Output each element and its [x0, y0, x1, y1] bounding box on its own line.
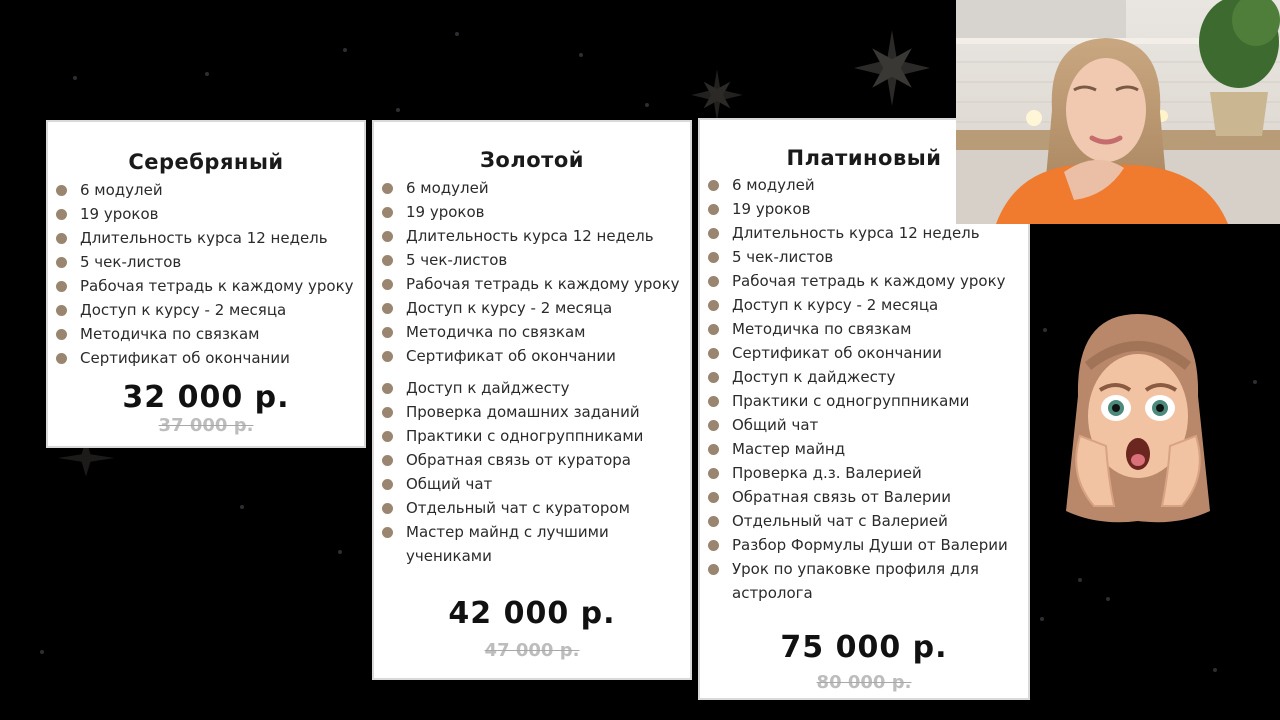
- plan-card-silver: [46, 120, 366, 448]
- feature-item: 5 чек-листов: [374, 248, 690, 272]
- feature-item: Рабочая тетрадь к каждому уроку: [700, 269, 1028, 293]
- bullet-dot-icon: [382, 231, 393, 242]
- feature-list: [700, 173, 1028, 605]
- bullet-dot-icon: [708, 396, 719, 407]
- feature-item: Методичка по связкам: [374, 320, 690, 344]
- plan-price: 32 000 р.: [122, 380, 290, 415]
- bullet-dot-icon: [708, 540, 719, 551]
- feature-item: Практики с одногруппниками: [700, 389, 1028, 413]
- bullet-dot-icon: [708, 252, 719, 263]
- feature-item: Рабочая тетрадь к каждому уроку: [48, 274, 364, 298]
- feature-list: [374, 176, 690, 568]
- bullet-dot-icon: [708, 180, 719, 191]
- background-star-dot: [1078, 578, 1082, 582]
- bullet-dot-icon: [708, 492, 719, 503]
- bullet-dot-icon: [382, 279, 393, 290]
- feature-item: 19 уроков: [700, 197, 1028, 221]
- background-star-dot: [579, 53, 583, 57]
- feature-item: Методичка по связкам: [700, 317, 1028, 341]
- feature-item: 5 чек-листов: [48, 250, 364, 274]
- feature-item: Общий чат: [700, 413, 1028, 437]
- bullet-dot-icon: [382, 431, 393, 442]
- feature-item: Мастер майнд: [700, 437, 1028, 461]
- plan-old-price: 37 000 р.: [158, 415, 254, 436]
- feature-item: Урок по упаковке профиля для астролога: [700, 557, 1028, 605]
- plan-card-gold: [372, 120, 692, 680]
- bullet-dot-icon: [708, 228, 719, 239]
- plan-price: 42 000 р.: [448, 596, 616, 631]
- background-star-dot: [73, 76, 77, 80]
- bullet-dot-icon: [708, 372, 719, 383]
- bullet-dot-icon: [56, 185, 67, 196]
- feature-item: 19 уроков: [374, 200, 690, 224]
- bullet-dot-icon: [56, 281, 67, 292]
- background-star-dot: [1213, 668, 1217, 672]
- background-star-dot: [205, 72, 209, 76]
- feature-item: 6 модулей: [374, 176, 690, 200]
- plan-old-price: 80 000 р.: [816, 672, 912, 693]
- bullet-dot-icon: [56, 209, 67, 220]
- background-star-dot: [455, 32, 459, 36]
- bullet-dot-icon: [56, 353, 67, 364]
- bullet-dot-icon: [708, 564, 719, 575]
- webcam-picture: [956, 0, 1280, 224]
- bullet-dot-icon: [708, 204, 719, 215]
- feature-item: Отдельный чат с Валерией: [700, 509, 1028, 533]
- feature-item: 6 модулей: [700, 173, 1028, 197]
- plan-price: 75 000 р.: [780, 630, 948, 665]
- feature-item: Доступ к курсу - 2 месяца: [48, 298, 364, 322]
- bullet-dot-icon: [708, 468, 719, 479]
- bullet-dot-icon: [56, 305, 67, 316]
- surprised-memoji-icon: [1058, 306, 1218, 526]
- bullet-dot-icon: [56, 233, 67, 244]
- background-star-dot: [396, 108, 400, 112]
- bullet-dot-icon: [382, 327, 393, 338]
- bullet-dot-icon: [382, 527, 393, 538]
- bullet-dot-icon: [708, 420, 719, 431]
- webcam-video-inset: [956, 0, 1280, 224]
- sparkle-star-icon: [690, 68, 744, 122]
- background-star-dot: [338, 550, 342, 554]
- feature-item: Доступ к курсу - 2 месяца: [700, 293, 1028, 317]
- bullet-dot-icon: [56, 329, 67, 340]
- feature-item: Рабочая тетрадь к каждому уроку: [374, 272, 690, 296]
- feature-item: 5 чек-листов: [700, 245, 1028, 269]
- feature-item: Практики с одногруппниками: [374, 424, 690, 448]
- background-star-dot: [240, 505, 244, 509]
- bullet-dot-icon: [708, 516, 719, 527]
- bullet-dot-icon: [708, 324, 719, 335]
- bullet-dot-icon: [708, 444, 719, 455]
- feature-item: Отдельный чат с куратором: [374, 496, 690, 520]
- bullet-dot-icon: [382, 407, 393, 418]
- feature-item: Общий чат: [374, 472, 690, 496]
- feature-item: Сертификат об окончании: [374, 344, 690, 368]
- feature-item: Доступ к дайджесту: [374, 376, 690, 400]
- bullet-dot-icon: [382, 255, 393, 266]
- background-star-dot: [645, 103, 649, 107]
- feature-item: Обратная связь от куратора: [374, 448, 690, 472]
- feature-item: Сертификат об окончании: [48, 346, 364, 370]
- plan-title: Серебряный: [128, 150, 284, 174]
- background-star-dot: [1106, 597, 1110, 601]
- bullet-dot-icon: [382, 479, 393, 490]
- feature-item: Длительность курса 12 недель: [48, 226, 364, 250]
- feature-item: Длительность курса 12 недель: [700, 221, 1028, 245]
- bullet-dot-icon: [382, 207, 393, 218]
- bullet-dot-icon: [708, 348, 719, 359]
- background-star-dot: [1043, 328, 1047, 332]
- sparkle-star-icon: [852, 28, 932, 108]
- feature-item: Обратная связь от Валерии: [700, 485, 1028, 509]
- feature-item: Проверка д.з. Валерией: [700, 461, 1028, 485]
- feature-item: Проверка домашних заданий: [374, 400, 690, 424]
- bullet-dot-icon: [382, 455, 393, 466]
- background-star-dot: [40, 650, 44, 654]
- bullet-dot-icon: [382, 183, 393, 194]
- bullet-dot-icon: [708, 276, 719, 287]
- plan-title: Золотой: [480, 148, 584, 172]
- feature-item: Сертификат об окончании: [700, 341, 1028, 365]
- background-star-dot: [1040, 617, 1044, 621]
- feature-item: Методичка по связкам: [48, 322, 364, 346]
- bullet-dot-icon: [56, 257, 67, 268]
- feature-item: 6 модулей: [48, 178, 364, 202]
- feature-item: Доступ к курсу - 2 месяца: [374, 296, 690, 320]
- feature-item: Доступ к дайджесту: [700, 365, 1028, 389]
- bullet-dot-icon: [382, 303, 393, 314]
- plan-title: Платиновый: [786, 146, 942, 170]
- feature-list: [48, 178, 364, 370]
- plan-old-price: 47 000 р.: [484, 640, 580, 661]
- feature-item: Мастер майнд с лучшими учениками: [374, 520, 690, 568]
- background-star-dot: [1253, 380, 1257, 384]
- bullet-dot-icon: [382, 503, 393, 514]
- background-star-dot: [343, 48, 347, 52]
- feature-item: Длительность курса 12 недель: [374, 224, 690, 248]
- bullet-dot-icon: [382, 351, 393, 362]
- feature-item: Разбор Формулы Души от Валерии: [700, 533, 1028, 557]
- bullet-dot-icon: [382, 383, 393, 394]
- feature-item: 19 уроков: [48, 202, 364, 226]
- bullet-dot-icon: [708, 300, 719, 311]
